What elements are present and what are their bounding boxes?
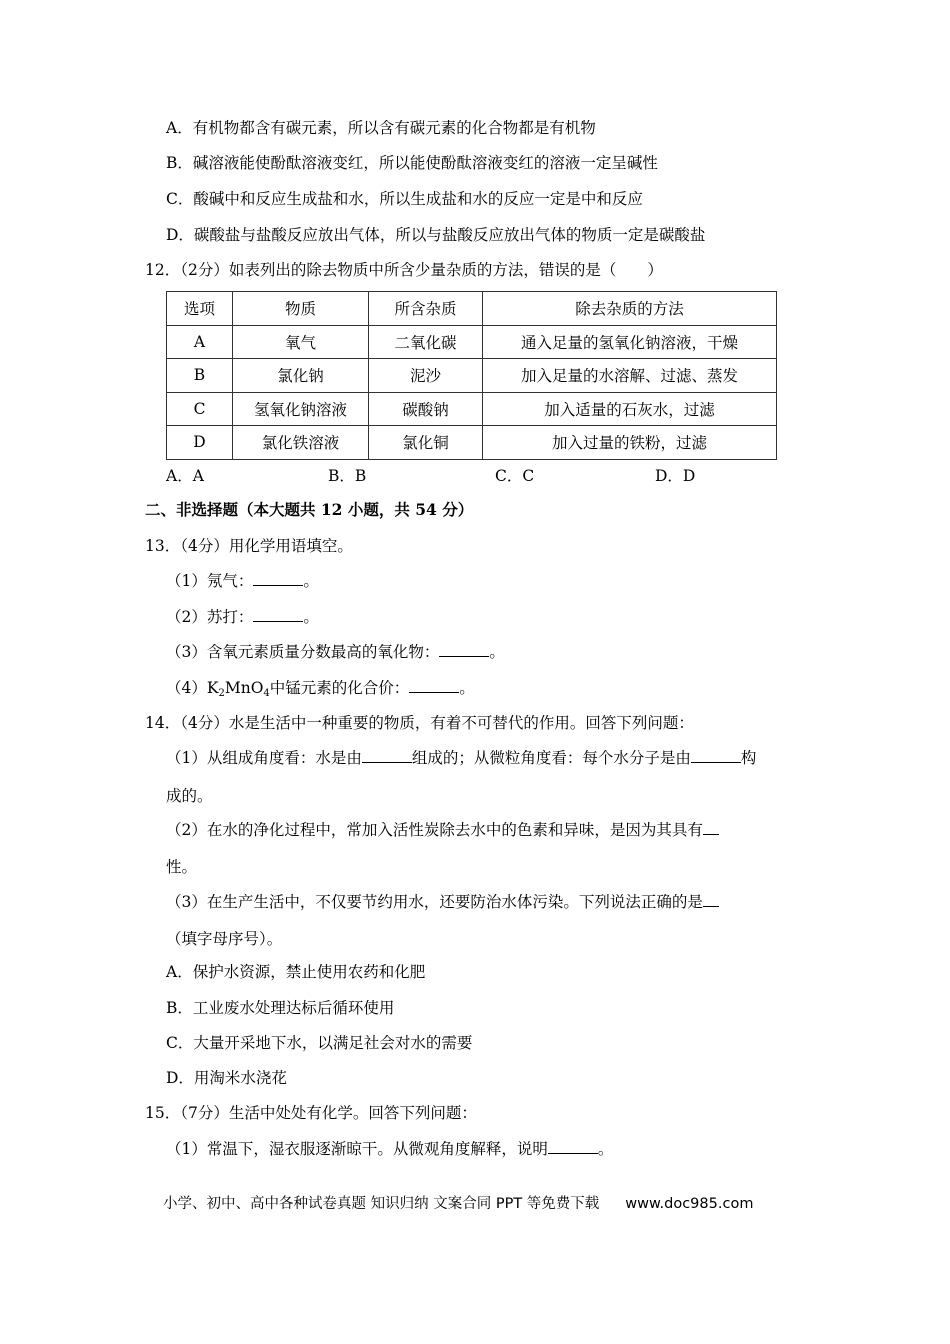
footer-site[interactable]: www.doc985.com (625, 1196, 754, 1212)
q13-part3-label: （3）含氧元素质量分数最高的氧化物： (166, 643, 440, 661)
table-cell: 二氧化碳 (369, 325, 483, 359)
table-header-cell: 选项 (167, 292, 233, 326)
formula-sub: 2 (218, 688, 225, 699)
table-cell: B (167, 359, 233, 393)
answer-blank[interactable] (253, 607, 303, 622)
q14-part2-text: （2）在水的净化过程中，常加入活性炭除去水中的色素和异味，是因为其具有 (166, 821, 703, 839)
q14-part2-cont: 性。 (166, 858, 198, 876)
q15-part1-text: （1）常温下，湿衣服逐渐晾干。从微观角度解释，说明 (166, 1140, 548, 1158)
q12-table (166, 291, 777, 460)
q15-stem: 15．（7分）生活中处处有化学。回答下列问题： (145, 1104, 477, 1122)
q11-option-c: C．酸碱中和反应生成盐和水，所以生成盐和水的反应一定是中和反应 (166, 190, 643, 208)
section-title: 二、非选择题（本大题共 12 小题，共 54 分） (145, 500, 474, 519)
formula-k: K (206, 679, 219, 697)
q13-part4: $(4)K_2MnO_4$中锰元素的化合价： 。 (166, 679, 475, 699)
q12-stem: 12．（2分）如表列出的除去物质中所含少量杂质的方法，错误的是（ ） (145, 261, 663, 279)
q12-choice-a: A．A (166, 467, 204, 485)
answer-blank[interactable] (703, 892, 719, 907)
q13-part3-end: 。 (489, 643, 505, 661)
q14-option-b: B．工业废水处理达标后循环使用 (166, 999, 395, 1017)
table-row (167, 426, 777, 460)
table-row (167, 359, 777, 393)
q14-part3-text: （3）在生产生活中，不仅要节约用水，还要防治水体污染。下列说法正确的是 (166, 893, 703, 911)
answer-blank[interactable] (409, 678, 459, 693)
q13-part1 (166, 571, 319, 591)
q12-choice-d: D．D (655, 467, 696, 485)
q11-option-a: A．有机物都含有碳元素，所以含有碳元素的化合物都是有机物 (166, 119, 596, 137)
q13-part2-end: 。 (303, 608, 319, 626)
table-cell: 碳酸钠 (369, 392, 483, 426)
answer-blank[interactable] (703, 820, 719, 835)
table-cell: 加入过量的铁粉，过滤 (483, 426, 777, 460)
formula-mno: MnO (224, 679, 264, 697)
table-cell: 加入适量的石灰水，过滤 (483, 392, 777, 426)
q13-part4-label: 中锰元素的化合价： (269, 679, 410, 697)
answer-blank[interactable] (253, 571, 303, 586)
table-header-cell: 除去杂质的方法 (483, 292, 777, 326)
table-cell: 氯化钠 (233, 359, 369, 393)
table-cell: 通入足量的氢氧化钠溶液，干燥 (483, 325, 777, 359)
table-cell: 氯化铁溶液 (233, 426, 369, 460)
q14-part2 (166, 820, 719, 840)
table-cell: 氯化铜 (369, 426, 483, 460)
table-header-cell: 所含杂质 (369, 292, 483, 326)
formula-sub: 4 (263, 688, 270, 699)
answer-blank[interactable] (439, 642, 489, 657)
q13-stem: 13．（4分）用化学用语填空。 (145, 537, 353, 555)
q13-part4-end: 。 (459, 679, 475, 697)
q11-option-d: D．碳酸盐与盐酸反应放出气体，所以与盐酸反应放出气体的物质一定是碳酸盐 (166, 226, 706, 244)
answer-blank[interactable] (548, 1139, 598, 1154)
q14-part1-text: （1）从组成角度看：水是由 (166, 749, 362, 767)
q12-choice-c: C．C (495, 467, 535, 485)
q13-part1-label: （1）氖气： (166, 572, 254, 590)
table-header-row (167, 292, 777, 326)
q14-option-d: D．用淘米水浇花 (166, 1069, 287, 1087)
page-footer (163, 1192, 753, 1213)
footer-text: 小学、初中、高中各种试卷真题 知识归纳 文案合同 PPT 等免费下载 (163, 1196, 600, 1212)
table-cell: 泥沙 (369, 359, 483, 393)
q15-part1 (166, 1139, 613, 1159)
q14-part3 (166, 892, 719, 912)
table-header-cell: 物质 (233, 292, 369, 326)
table-row (167, 325, 777, 359)
table-cell: 加入足量的水溶解、过滤、蒸发 (483, 359, 777, 393)
table-cell: A (167, 325, 233, 359)
q14-part1-text: 构 (740, 749, 757, 767)
q14-part1-text: 组成的；从微粒角度看：每个水分子是由 (411, 749, 691, 767)
q14-stem: 14．（4分）水是生活中一种重要的物质，有着不可替代的作用。回答下列问题： (145, 714, 694, 732)
table-row (167, 392, 777, 426)
q14-part1-cont: 成的。 (166, 787, 213, 805)
table-cell: 氢氧化钠溶液 (233, 392, 369, 426)
table-cell: C (167, 392, 233, 426)
q13-part2 (166, 607, 319, 627)
q14-part3-cont: （填字母序号）。 (166, 930, 283, 948)
table-cell: 氧气 (233, 325, 369, 359)
q15-part1-end: 。 (597, 1140, 614, 1158)
table-cell: D (167, 426, 233, 460)
q13-part2-label: （2）苏打： (166, 608, 254, 626)
q13-part3 (166, 642, 505, 662)
q13-part1-end: 。 (303, 572, 319, 590)
q11-option-b: B．碱溶液能使酚酞溶液变红，所以能使酚酞溶液变红的溶液一定呈碱性 (166, 154, 658, 172)
q12-choice-b: B．B (328, 467, 367, 485)
q14-part1 (166, 748, 756, 768)
answer-blank[interactable] (362, 748, 412, 763)
answer-blank[interactable] (691, 748, 741, 763)
q14-option-a: A．保护水资源，禁止使用农药和化肥 (166, 963, 426, 981)
q14-option-c: C．大量开采地下水，以满足社会对水的需要 (166, 1034, 473, 1052)
